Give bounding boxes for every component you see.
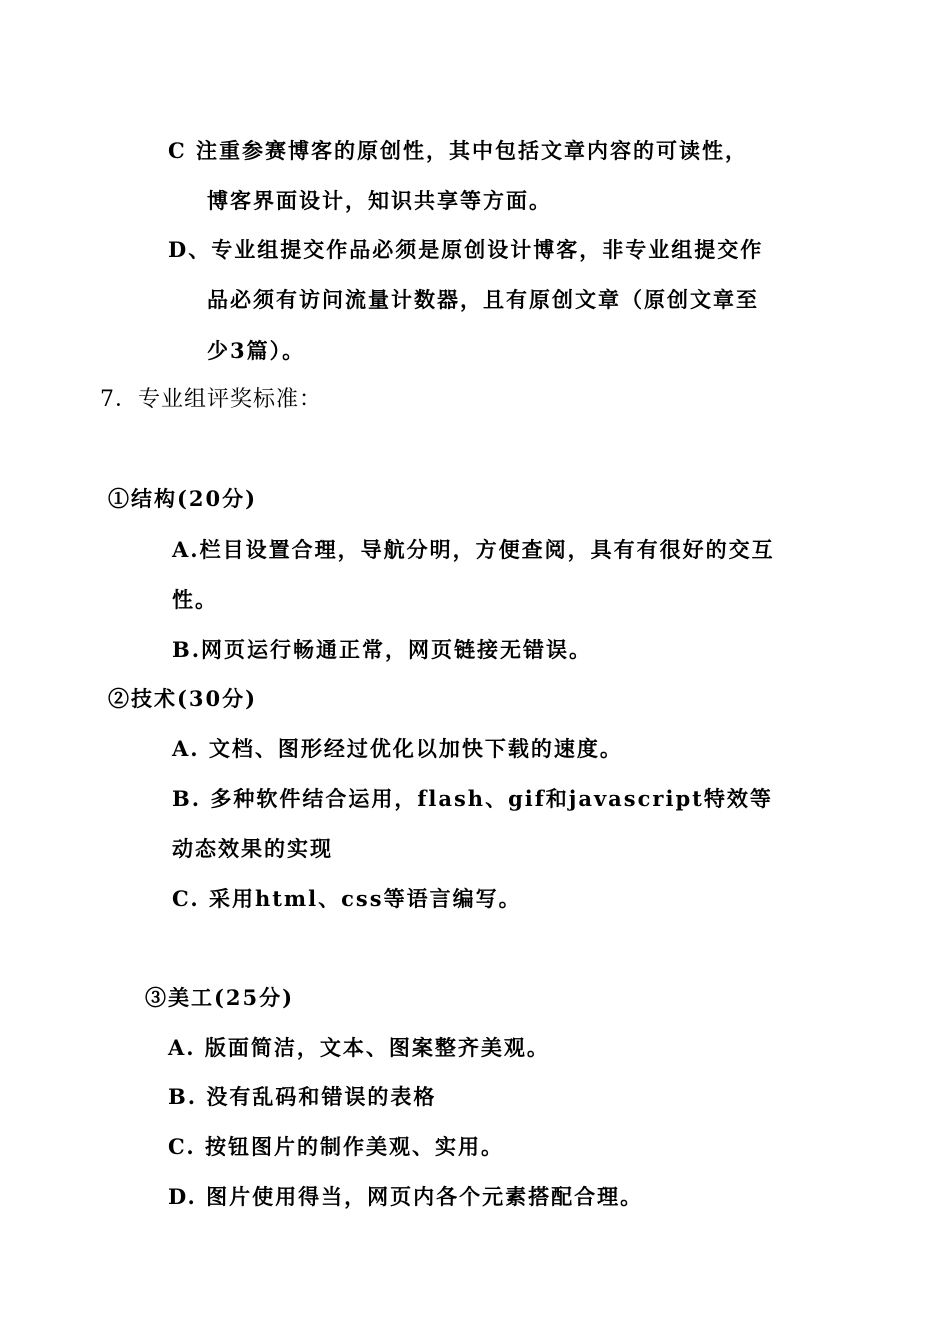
criterion-d-line-3: 少3篇）。 <box>207 338 306 363</box>
criterion-c-line-2: 博客界面设计，知识共享等方面。 <box>207 188 552 213</box>
art-item-c: C. 按钮图片的制作美观、实用。 <box>168 1134 504 1159</box>
technology-item-b-line-1: B. 多种软件结合运用，flash、gif和javascript特效等 <box>172 786 773 811</box>
technology-item-a: A. 文档、图形经过优化以加快下载的速度。 <box>172 736 623 761</box>
structure-item-a-line-1: A.栏目设置合理，导航分明，方便查阅，具有有很好的交互 <box>172 537 775 562</box>
criterion-d-line-1: D、专业组提交作品必须是原创设计博客，非专业组提交作 <box>168 237 764 262</box>
technology-item-c: C. 采用html、css等语言编写。 <box>172 886 522 911</box>
structure-item-a-line-2: 性。 <box>172 587 218 612</box>
technology-item-b-line-2: 动态效果的实现 <box>172 836 333 861</box>
art-item-a: A. 版面简洁，文本、图案整齐美观。 <box>168 1035 550 1060</box>
criterion-d-line-2: 品必须有访问流量计数器，且有原创文章（原创文章至 <box>207 287 759 312</box>
subsection-structure-heading: ①结构(20分) <box>108 486 258 511</box>
structure-item-b: B.网页运行畅通正常，网页链接无错误。 <box>172 637 593 662</box>
subsection-art-heading: ③美工(25分) <box>145 985 295 1010</box>
art-item-d: D. 图片使用得当，网页内各个元素搭配合理。 <box>168 1184 644 1209</box>
art-item-b: B. 没有乱码和错误的表格 <box>168 1084 437 1109</box>
section-heading-7: 7．专业组评奖标准： <box>100 387 322 412</box>
criterion-c-line-1: C 注重参赛博客的原创性，其中包括文章内容的可读性， <box>168 138 749 163</box>
subsection-technology-heading: ②技术(30分) <box>108 686 258 711</box>
